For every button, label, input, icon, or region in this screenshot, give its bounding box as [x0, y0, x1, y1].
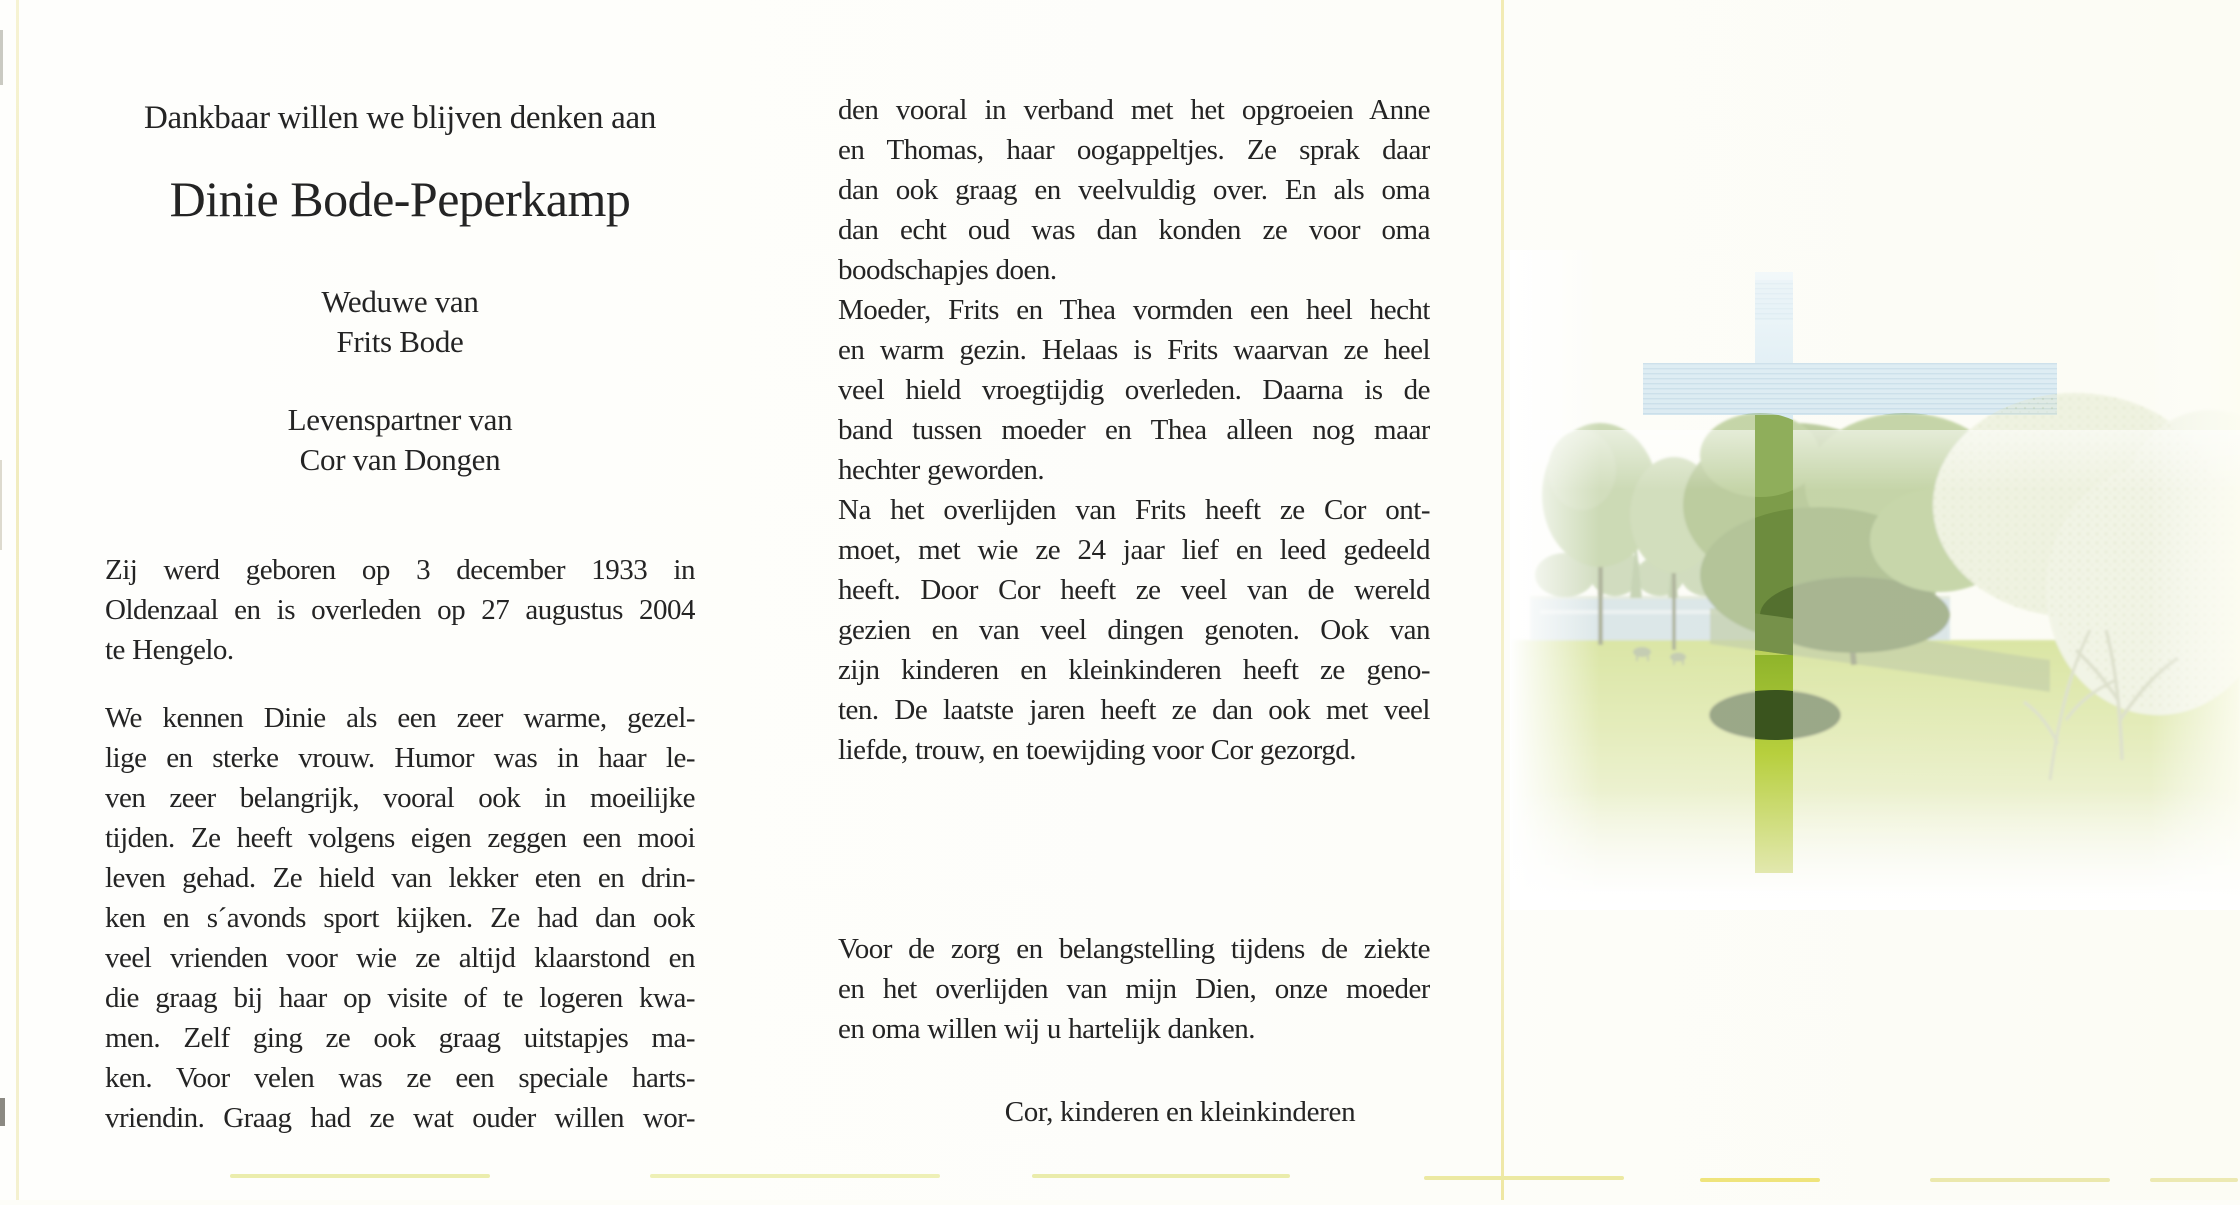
text-line: leven gehad. Ze hield van lekker eten en drin-: [105, 862, 695, 894]
relation-name-frits-bode: Frits Bode: [336, 324, 464, 359]
scanner-edge-mark: [0, 1098, 5, 1126]
text-line: en oma willen wij u hartelijk danken.: [838, 1013, 1255, 1045]
text-line: lige en sterke vrouw. Humor was in haar le-: [105, 742, 695, 774]
life-story-paragraph-left: [105, 698, 695, 1138]
fold-crease-left: [16, 0, 19, 1200]
artwork-panel: [1510, 0, 2240, 1200]
text-line: boodschapjes doen.: [838, 254, 1057, 286]
text-line: ten. De laatste jaren heeft ze dan ook met veel: [838, 694, 1430, 726]
text-line: veel hield vroegtijdig overleden. Daarna is de: [838, 374, 1430, 406]
relation-label-widow: Weduwe van: [321, 284, 479, 319]
text-line: dan ook graag en veelvuldig over. En als oma: [838, 174, 1430, 206]
text-line: ken. Voor velen was ze een speciale harts-: [105, 1062, 695, 1094]
relation-name-cor-van-dongen: Cor van Dongen: [299, 442, 501, 477]
text-line: den vooral in verband met het opgroeien Anne: [838, 94, 1430, 126]
life-story-continued: [838, 90, 1430, 770]
text-line: Zij werd geboren op 3 december 1933 in: [105, 554, 695, 586]
birth-death-paragraph: [105, 550, 695, 670]
scanner-mark: [230, 1174, 490, 1178]
text-line: heeft. Door Cor heeft ze veel van de wereld: [838, 574, 1430, 606]
text-line: dan echt oud was dan konden ze voor oma: [838, 214, 1430, 246]
text-line: Na het overlijden van Frits heeft ze Cor ont-: [838, 494, 1430, 526]
bottom-fade: [1510, 790, 2240, 910]
paragraph-grandchildren: [838, 90, 1430, 290]
text-line: band tussen moeder en Thea alleen nog maar: [838, 414, 1430, 446]
text-line: die graag bij haar op visite of te logeren kwa-: [105, 982, 695, 1014]
text-line: We kennen Dinie als een zeer warme, gezel-: [105, 702, 695, 734]
text-line: en warm gezin. Helaas is Frits waarvan ze heel: [838, 334, 1430, 366]
text-line: gezien en van veel dingen genoten. Ook van: [838, 614, 1430, 646]
scanner-mark: [2150, 1178, 2238, 1182]
text-line: ven zeer belangrijk, vooral ook in moeilijke: [105, 782, 695, 814]
top-soften: [1510, 430, 2240, 490]
text-line: veel vrienden voor wie ze altijd klaarstond en: [105, 942, 695, 974]
scanner-mark: [650, 1174, 940, 1178]
deceased-name: Dinie Bode-Peperkamp: [169, 171, 631, 227]
text-line: en Thomas, haar oogappeltjes. Ze sprak daar: [838, 134, 1430, 166]
text-line: hechter geworden.: [838, 454, 1045, 486]
scanner-edge-mark: [0, 460, 2, 550]
text-line: tijden. Ze heeft volgens eigen zeggen een mooi: [105, 822, 695, 854]
fold-crease-right: [1501, 0, 1504, 1200]
intro-line: Dankbaar willen we blijven denken aan: [143, 100, 657, 136]
left-panel: [105, 0, 695, 1200]
text-line: zijn kinderen en kleinkinderen heeft ze geno-: [838, 654, 1430, 686]
middle-panel: [838, 0, 1430, 1200]
landscape-cross-artwork: [1510, 0, 2240, 1200]
signature-line: Cor, kinderen en kleinkinderen: [1004, 1096, 1356, 1128]
scanner-mark: [1424, 1176, 1624, 1180]
text-line: en het overlijden van mijn Dien, onze moeder: [838, 973, 1430, 1005]
text-line: liefde, trouw, en toewijding voor Cor gezorgd.: [838, 734, 1356, 766]
text-line: vriendin. Graag had ze wat ouder willen wor-: [105, 1102, 695, 1134]
paragraph-family: [838, 290, 1430, 490]
text-line: moet, met wie ze 24 jaar lief en leed gedeeld: [838, 534, 1430, 566]
text-line: ken en s´avonds sport kijken. Ze had dan ook: [105, 902, 695, 934]
scanner-mark: [1032, 1174, 1290, 1178]
relation-label-partner: Levenspartner van: [287, 402, 513, 437]
scanner-edge-mark: [0, 30, 3, 85]
scanner-mark: [1700, 1178, 1820, 1182]
text-line: Moeder, Frits en Thea vormden een heel hecht: [838, 294, 1430, 326]
text-line: Voor de zorg en belangstelling tijdens de ziekte: [838, 933, 1430, 965]
text-line: men. Zelf ging ze ook graag uitstapjes ma-: [105, 1022, 695, 1054]
text-line: te Hengelo.: [105, 634, 234, 666]
paragraph-cor: [838, 490, 1430, 770]
acknowledgement-paragraph: [838, 929, 1430, 1049]
scanner-mark: [1930, 1178, 2110, 1182]
text-line: Oldenzaal en is overleden op 27 augustus 2004: [105, 594, 695, 626]
